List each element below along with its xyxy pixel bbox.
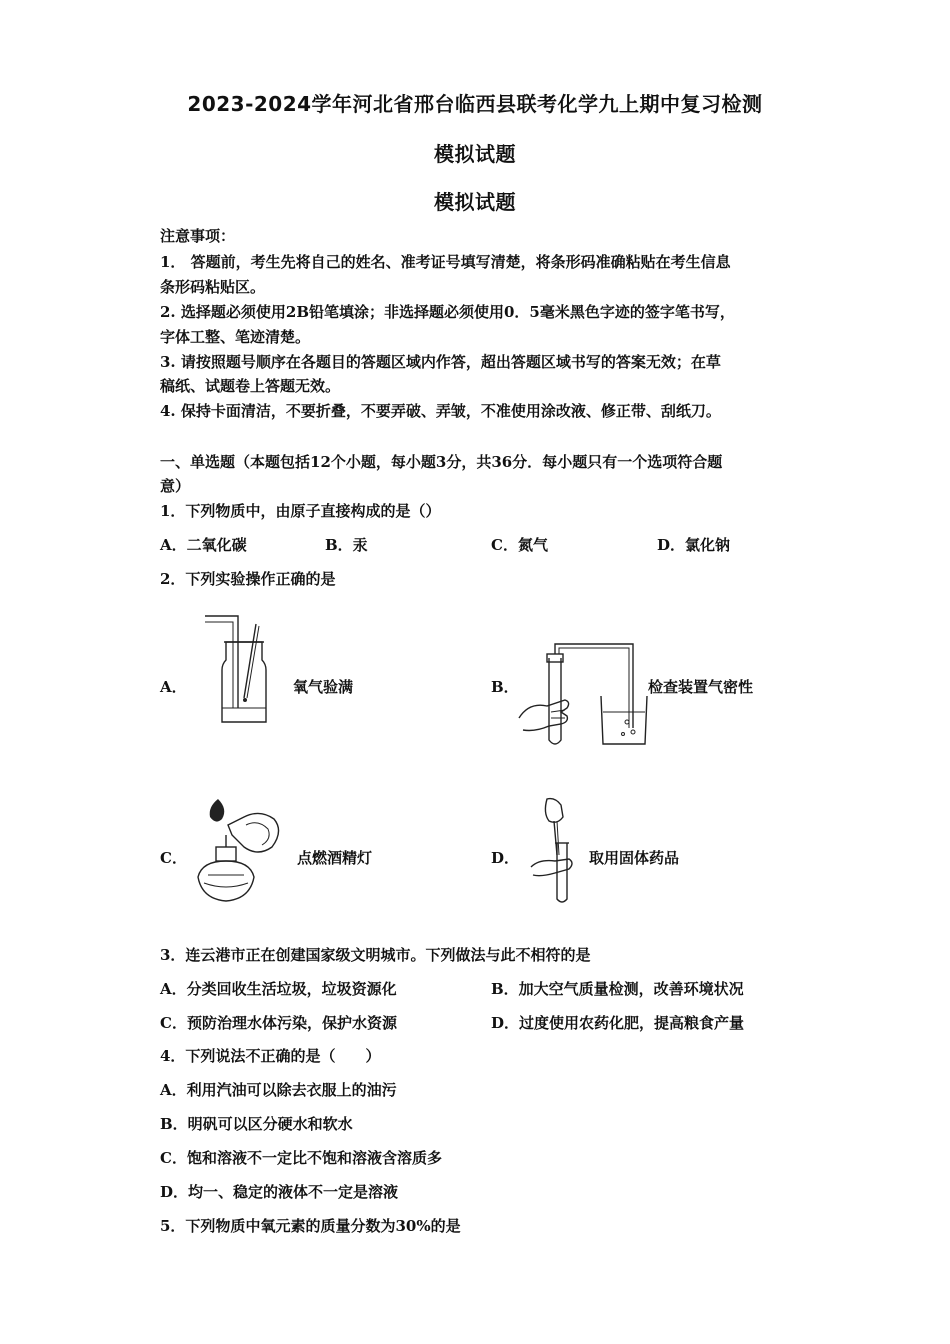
notice-line: 条形码粘贴区。 [160, 278, 266, 296]
q2-option-b-figure [515, 640, 650, 754]
section-heading: 一、单选题（本题包括12个小题，每小题3分，共36分．每小题只有一个选项符合题 [160, 453, 723, 471]
q2-option-c-caption: 点燃酒精灯 [297, 849, 373, 867]
q1-option-b[interactable]: B．汞 [325, 536, 368, 554]
q3-option-b[interactable]: B．加大空气质量检测，改善环境状况 [491, 980, 744, 998]
section-heading-cont: 意） [160, 477, 191, 495]
q3-option-a[interactable]: A．分类回收生活垃圾，垃圾资源化 [160, 980, 397, 998]
question-3-stem: 3．连云港市正在创建国家级文明城市。下列做法与此不相符的是 [160, 946, 591, 964]
q4-option-b[interactable]: B．明矾可以区分硬水和软水 [160, 1115, 353, 1133]
alcohol-lamp-icon [188, 795, 288, 907]
q2-option-d-caption: 取用固体药品 [589, 849, 680, 867]
q2-option-d-figure [527, 795, 582, 911]
q4-option-a[interactable]: A．利用汽油可以除去衣服上的油污 [160, 1081, 397, 1099]
exam-subtitle-repeat: 模拟试题 [434, 190, 516, 214]
q1-option-c[interactable]: C．氮气 [491, 536, 548, 554]
q4-option-d[interactable]: D．均一、稳定的液体不一定是溶液 [160, 1183, 399, 1201]
q3-option-c[interactable]: C．预防治理水体污染，保护水资源 [160, 1014, 397, 1032]
notice-line: 1． 答题前，考生先将自己的姓名、准考证号填写清楚，将条形码准确粘贴在考生信息 [160, 253, 731, 271]
q2-option-b-caption: 检查装置气密性 [648, 678, 754, 696]
notice-line: 稿纸、试题卷上答题无效。 [160, 377, 341, 395]
q2-option-a-letter[interactable]: A． [160, 678, 187, 696]
q2-option-c-letter[interactable]: C． [160, 849, 187, 867]
q4-option-c[interactable]: C．饱和溶液不一定比不饱和溶液含溶质多 [160, 1149, 442, 1167]
question-1-stem: 1．下列物质中，由原子直接构成的是（） [160, 502, 441, 520]
notice-line: 3. 请按照题号顺序在各题目的答题区域内作答，超出答题区域书写的答案无效；在草 [160, 353, 721, 371]
notice-line: 字体工整、笔迹清楚。 [160, 328, 311, 346]
test-tube-tweezers-icon [527, 795, 582, 907]
q2-option-d-letter[interactable]: D． [491, 849, 520, 867]
q2-option-a-caption: 氧气验满 [293, 678, 354, 696]
notice-line: 4. 保持卡面清洁，不要折叠，不要弄破、弄皱，不准使用涂改液、修正带、刮纸刀。 [160, 402, 721, 420]
q2-option-c-figure [188, 795, 288, 911]
question-5-stem: 5．下列物质中氧元素的质量分数为30%的是 [160, 1217, 461, 1235]
q2-option-b-letter[interactable]: B． [491, 678, 519, 696]
question-2-stem: 2．下列实验操作正确的是 [160, 570, 336, 588]
exam-title: 2023-2024学年河北省邢台临西县联考化学九上期中复习检测 [187, 92, 763, 116]
gas-bottle-icon [200, 612, 280, 727]
q1-option-a[interactable]: A．二氧化碳 [160, 536, 247, 554]
notice-line: 2. 选择题必须使用2B铅笔填涂；非选择题必须使用0．5毫米黑色字迹的签字笔书写， [160, 303, 735, 321]
airtightness-apparatus-icon [515, 640, 650, 750]
q1-option-d[interactable]: D．氯化钠 [657, 536, 731, 554]
q2-option-a-figure [200, 612, 280, 731]
notice-heading: 注意事项： [160, 227, 236, 245]
exam-subtitle: 模拟试题 [434, 142, 516, 166]
question-4-stem: 4．下列说法不正确的是（ ） [160, 1047, 381, 1065]
q3-option-d[interactable]: D．过度使用农药化肥，提高粮食产量 [491, 1014, 745, 1032]
